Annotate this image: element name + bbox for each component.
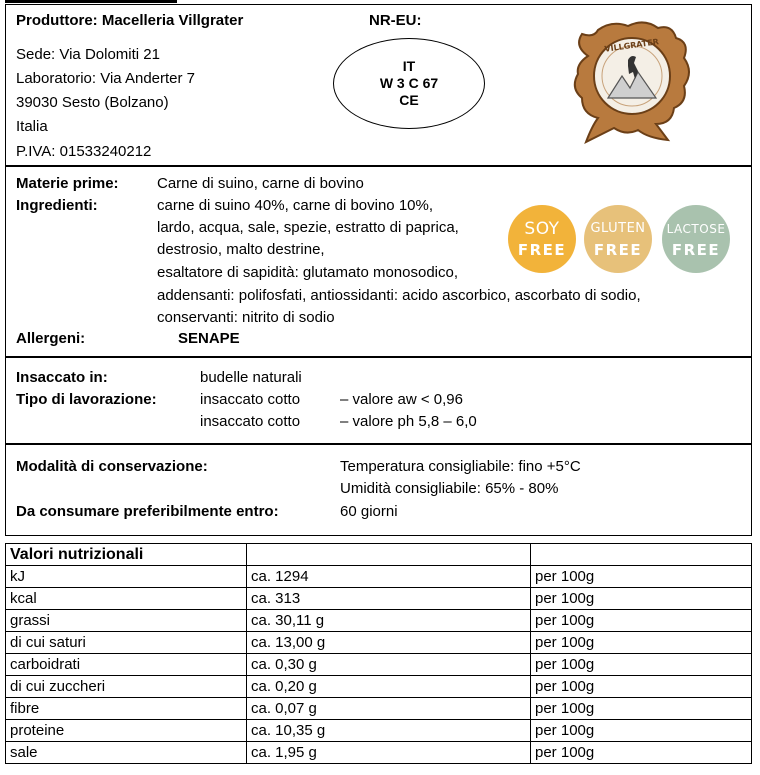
table-row <box>6 720 752 742</box>
nutrient-name: grassi <box>6 610 247 632</box>
table-cell <box>531 544 752 566</box>
nutrient-name: carboidrati <box>6 654 247 676</box>
raw-materials-value: Carne di suino, carne di bovino <box>157 175 364 192</box>
nutrition-table <box>5 543 752 764</box>
best-before-value: 60 giorni <box>340 503 398 520</box>
nutrient-name: di cui zuccheri <box>6 676 247 698</box>
producer-address-line: 39030 Sesto (Bolzano) <box>16 94 169 111</box>
badge-line: LACTOSE <box>666 222 726 236</box>
nutrient-unit: per 100g <box>531 676 752 698</box>
allergens-value: SENAPE <box>178 330 240 347</box>
ingredients-line: esaltatore di sapidità: glutamato monosodico, <box>157 264 459 281</box>
best-before-label: Da consumare preferibilmente entro: <box>16 503 279 520</box>
nutrient-unit: per 100g <box>531 654 752 676</box>
producer-address-line: Sede: Via Dolomiti 21 <box>16 46 160 63</box>
ingredients-line: conservanti: nitrito di sodio <box>157 309 335 326</box>
villgrater-logo <box>568 16 696 144</box>
badge-line: GLUTEN <box>590 221 646 236</box>
eu-mark-code: W 3 C 67 <box>379 75 439 91</box>
ingredients-label: Ingredienti: <box>16 197 98 214</box>
nutrient-value: ca. 0,30 g <box>247 654 531 676</box>
processing-value: – valore aw < 0,96 <box>340 391 463 408</box>
nutrient-value: ca. 30,11 g <box>247 610 531 632</box>
producer-vat: P.IVA: 01533240212 <box>16 143 152 160</box>
processing-type: insaccato cotto <box>200 391 301 408</box>
nutrient-unit: per 100g <box>531 610 752 632</box>
nutrient-value: ca. 10,35 g <box>247 720 531 742</box>
raw-materials-label: Materie prime: <box>16 175 119 192</box>
nutrient-name: proteine <box>6 720 247 742</box>
table-row <box>6 610 752 632</box>
producer-address-line: Laboratorio: Via Anderter 7 <box>16 70 196 87</box>
table-row <box>6 632 752 654</box>
nutrient-value: ca. 13,00 g <box>247 632 531 654</box>
badge-line: FREE <box>517 241 567 259</box>
nutrient-name: fibre <box>6 698 247 720</box>
nutrient-value: ca. 0,20 g <box>247 676 531 698</box>
lactose-free-badge <box>662 205 730 273</box>
nutrient-unit: per 100g <box>531 698 752 720</box>
eu-health-mark <box>333 38 485 129</box>
badge-line: FREE <box>671 241 721 259</box>
table-row <box>6 742 752 764</box>
logo-text: VILLGRATER <box>603 37 660 54</box>
gluten-free-badge <box>584 205 652 273</box>
nutrient-name: di cui saturi <box>6 632 247 654</box>
processing-type-label: Tipo di lavorazione: <box>16 391 157 408</box>
ingredients-line: carne di suino 40%, carne di bovino 10%, <box>157 197 434 214</box>
processing-type: insaccato cotto <box>200 413 301 430</box>
table-cell <box>247 544 531 566</box>
nutrient-value: ca. 1,95 g <box>247 742 531 764</box>
nutrient-name: kJ <box>6 566 247 588</box>
nutrient-value: ca. 1294 <box>247 566 531 588</box>
producer-title: Produttore: Macelleria Villgrater <box>16 12 244 29</box>
ingredients-line: addensanti: polifosfati, antiossidanti: acido ascorbico, ascorbato di sodio, <box>157 287 641 304</box>
ingredients-line: destrosio, malto destrine, <box>157 241 325 258</box>
nutrient-unit: per 100g <box>531 742 752 764</box>
nutrient-unit: per 100g <box>531 588 752 610</box>
nutrient-unit: per 100g <box>531 566 752 588</box>
table-row <box>6 544 752 566</box>
eu-mark-label: NR-EU: <box>369 12 422 29</box>
nutrient-value: ca. 0,07 g <box>247 698 531 720</box>
nutrient-name: kcal <box>6 588 247 610</box>
table-row <box>6 588 752 610</box>
table-row <box>6 676 752 698</box>
storage-temperature: Temperatura consigliabile: fino +5°C <box>340 458 581 475</box>
nutrition-header: Valori nutrizionali <box>6 544 247 566</box>
nutrient-unit: per 100g <box>531 720 752 742</box>
casing-label: Insaccato in: <box>16 369 108 386</box>
table-row <box>6 566 752 588</box>
badge-line: SOY <box>524 219 560 239</box>
allergens-label: Allergeni: <box>16 330 86 347</box>
badge-line: FREE <box>593 241 643 259</box>
eu-mark-ce: CE <box>399 92 419 108</box>
nutrient-name: sale <box>6 742 247 764</box>
eu-mark-country: IT <box>402 58 416 74</box>
nutrient-value: ca. 313 <box>247 588 531 610</box>
storage-mode-label: Modalità di conservazione: <box>16 458 208 475</box>
casing-value: budelle naturali <box>200 369 302 386</box>
nutrient-unit: per 100g <box>531 632 752 654</box>
processing-value: – valore ph 5,8 – 6,0 <box>340 413 477 430</box>
top-stub-line <box>5 0 177 3</box>
storage-humidity: Umidità consigliabile: 65% - 80% <box>340 480 559 497</box>
table-row <box>6 654 752 676</box>
soy-free-badge <box>508 205 576 273</box>
producer-address-line: Italia <box>16 118 48 135</box>
ingredients-line: lardo, acqua, sale, spezie, estratto di paprica, <box>157 219 459 236</box>
table-row <box>6 698 752 720</box>
